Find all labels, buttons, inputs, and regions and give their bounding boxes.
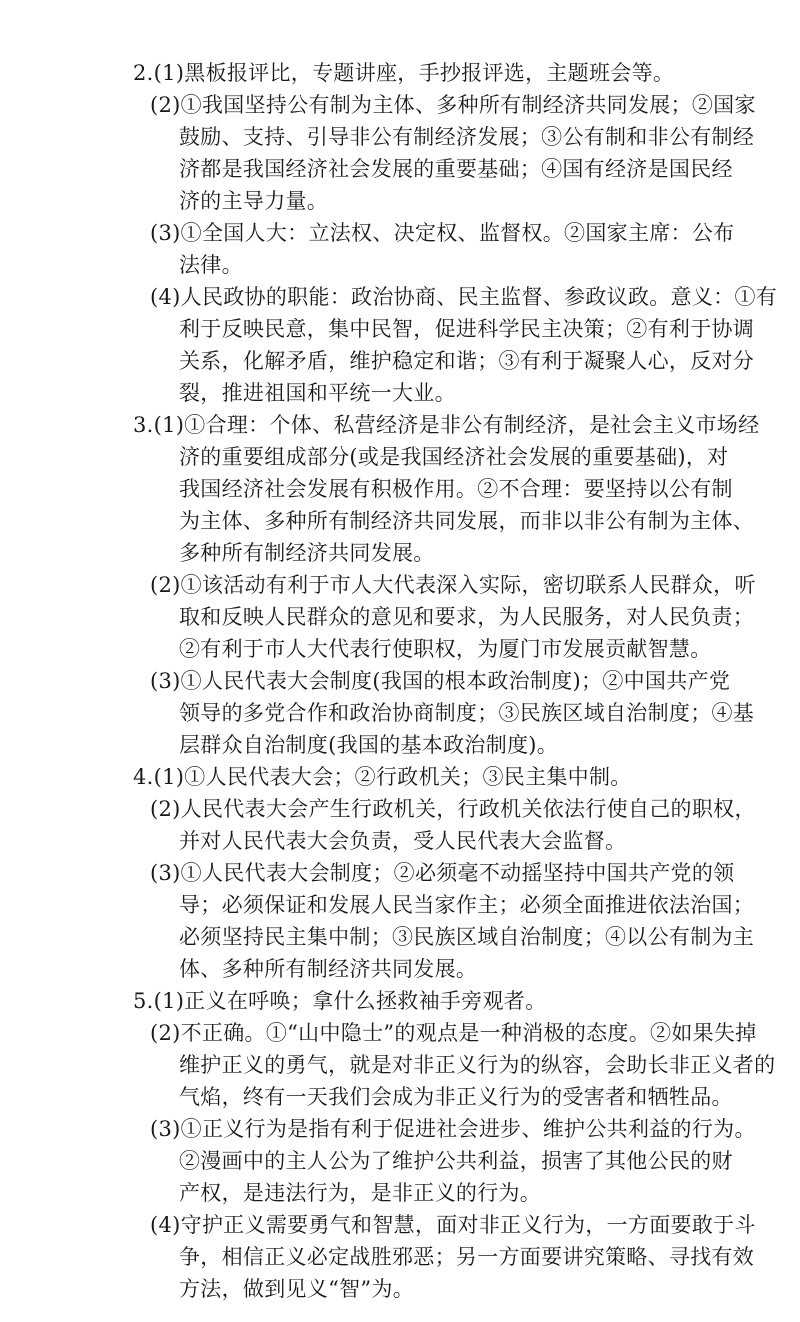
- answer-line: 3.(1)①合理：个体、私营经济是非公有制经济，是社会主义市场经: [133, 413, 760, 437]
- answer-line: (3)①人民代表大会制度；②必须毫不动摇坚持中国共产党的领: [150, 861, 735, 885]
- answer-line: 导；必须保证和发展人民当家作主；必须全面推进依法治国；: [179, 893, 755, 917]
- answer-line: (2)不正确。①“山中隐士”的观点是一种消极的态度。②如果失掉: [150, 1021, 757, 1045]
- answer-line: 关系，化解矛盾，维护稳定和谐；③有利于凝聚人心，反对分: [179, 349, 755, 373]
- answer-line: (4)守护正义需要勇气和智慧，面对非正义行为，一方面要敢于斗: [150, 1213, 756, 1237]
- answer-line: 为主体、多种所有制经济共同发展，而非以非公有制为主体、: [179, 509, 755, 533]
- answer-line: 维护正义的勇气，就是对非正义行为的纵容，会助长非正义者的: [179, 1053, 776, 1077]
- answer-line: (3)①人民代表大会制度(我国的根本政治制度)；②中国共产党: [150, 669, 731, 693]
- answer-line: 鼓励、支持、引导非公有制经济发展；③公有制和非公有制经: [179, 125, 755, 149]
- answer-line: 4.(1)①人民代表大会；②行政机关；③民主集中制。: [133, 765, 632, 789]
- answer-line: (2)人民代表大会产生行政机关，行政机关依法行使自己的职权，: [150, 797, 756, 821]
- answer-line: 利于反映民意，集中民智，促进科学民主决策；②有利于协调: [179, 317, 755, 341]
- answer-line: 我国经济社会发展有积极作用。②不合理：要坚持以公有制: [179, 477, 733, 501]
- answer-line: (2)①我国坚持公有制为主体、多种所有制经济共同发展；②国家: [150, 93, 756, 117]
- answer-line: 5.(1)正义在呼唤；拿什么拯救袖手旁观者。: [133, 989, 547, 1013]
- answer-line: 体、多种所有制经济共同发展。: [179, 957, 478, 981]
- answer-line: 济的重要组成部分(或是我国经济社会发展的重要基础)，对: [179, 445, 729, 469]
- answer-line: 裂，推进祖国和平统一大业。: [179, 381, 456, 405]
- answer-line: 必须坚持民主集中制；③民族区域自治制度；④以公有制为主: [179, 925, 755, 949]
- answer-line: 气焰，终有一天我们会成为非正义行为的受害者和牺牲品。: [179, 1085, 733, 1109]
- answer-line: (2)①该活动有利于市人大代表深入实际，密切联系人民群众，听: [150, 573, 756, 597]
- answer-line: (3)①全国人大：立法权、决定权、监督权。②国家主席：公布: [150, 221, 735, 245]
- answer-line: 领导的多党合作和政治协商制度；③民族区域自治制度；④基: [179, 701, 755, 725]
- answer-line: 取和反映人民群众的意见和要求，为人民服务，对人民负责；: [179, 605, 755, 629]
- answer-line: ②漫画中的主人公为了维护公共利益，损害了其他公民的财: [179, 1149, 733, 1173]
- answer-line: 济都是我国经济社会发展的重要基础；④国有经济是国民经: [179, 157, 733, 181]
- answer-line: 并对人民代表大会负责，受人民代表大会监督。: [179, 829, 627, 853]
- answer-line: 多种所有制经济共同发展。: [179, 541, 435, 565]
- answer-line: 层群众自治制度(我国的基本政治制度)。: [179, 733, 559, 757]
- answer-line: (4)人民政协的职能：政治协商、民主监督、参政议政。意义：①有: [150, 285, 778, 309]
- answer-line: 法律。: [179, 253, 243, 277]
- answer-line: 济的主导力量。: [179, 189, 329, 213]
- answer-line: 方法，做到见义“智”为。: [179, 1277, 415, 1301]
- answer-line: ②有利于市人大代表行使职权，为厦门市发展贡献智慧。: [179, 637, 712, 661]
- answer-line: 2.(1)黑板报评比，专题讲座，手抄报评选，主题班会等。: [133, 61, 675, 85]
- answer-line: 争，相信正义必定战胜邪恶；另一方面要讲究策略、寻找有效: [179, 1245, 755, 1269]
- answer-line: 产权，是违法行为，是非正义的行为。: [179, 1181, 542, 1205]
- answer-line: (3)①正义行为是指有利于促进社会进步、维护公共利益的行为。: [150, 1117, 756, 1141]
